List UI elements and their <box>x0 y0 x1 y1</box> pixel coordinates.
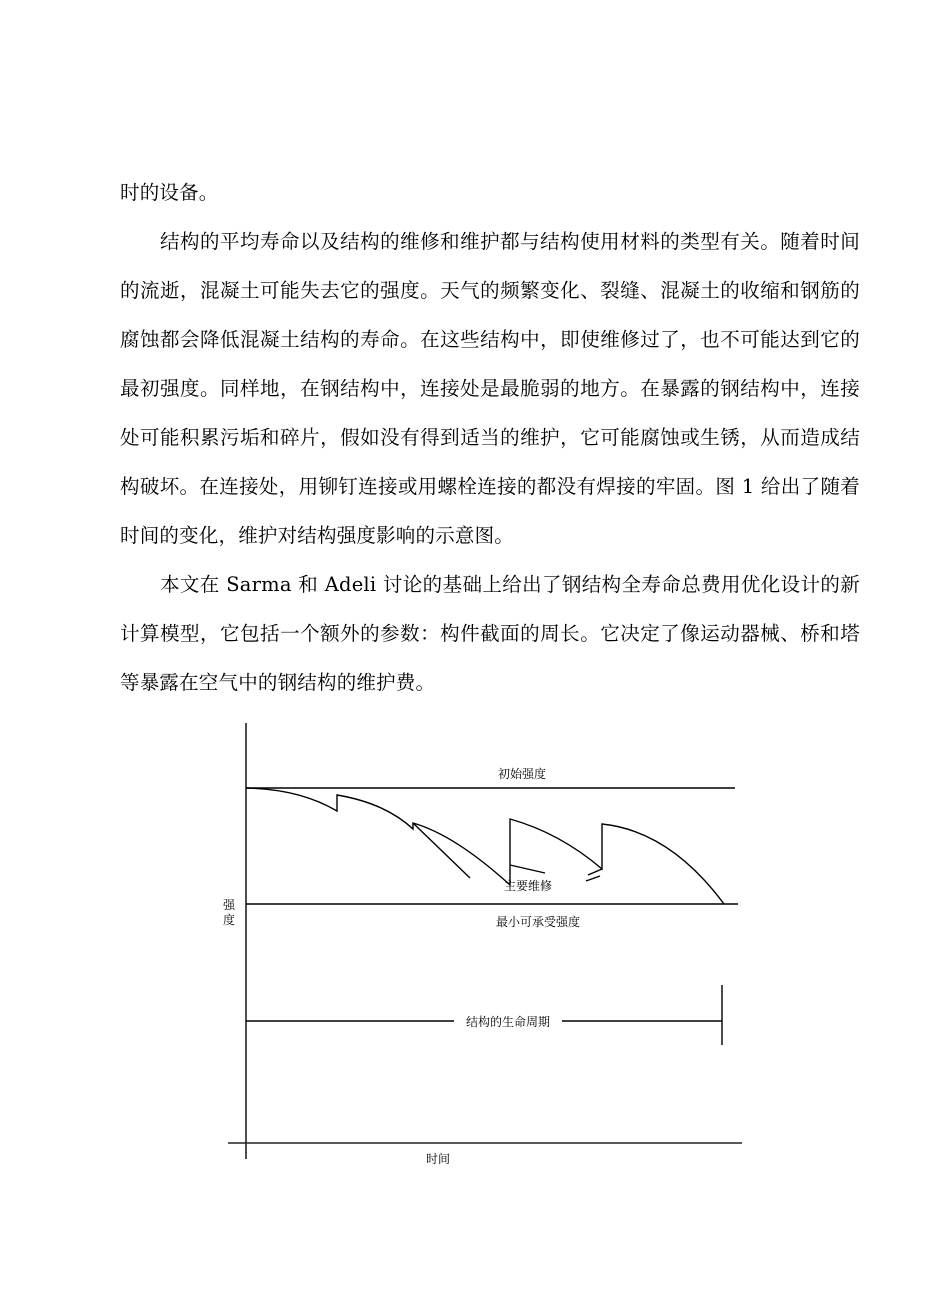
paragraph-structure-life: 结构的平均寿命以及结构的维修和维护都与结构使用材料的类型有关。随着时间的流逝，混凝土可能失去它的强度。天气的频繁变化、裂缝、混凝土的收缩和钢筋的腐蚀都会降低混凝土结构的寿命。在这些结构中，即使维修过了，也不可能达到它的最初强度。同样地，在钢结构中，连接处是最脆弱的地方。在暴露的钢结构中，连接处可能积累污垢和碎片，假如没有得到适当的维护，它可能腐蚀或生锈，从而造成结构破坏。在连接处，用铆钉连接或用螺栓连接的都没有焊接的牢固。图 1 给出了随着时间的变化，维护对结构强度影响的示意图。 <box>120 230 860 547</box>
paragraph-continuation: 时的设备。 <box>120 181 219 204</box>
strength-curve <box>246 788 724 904</box>
body-text <box>120 168 860 707</box>
label-y-axis-char-1: 强 <box>222 898 236 912</box>
label-x-axis: 时间 <box>425 1152 451 1166</box>
label-min-strength: 最小可承受强度 <box>495 915 581 929</box>
label-y-axis-char-2: 度 <box>222 913 236 927</box>
label-initial-strength: 初始强度 <box>497 767 547 781</box>
no-repair-line-3 <box>588 869 602 875</box>
figure-1-strength-diagram <box>200 715 760 1175</box>
no-repair-line-1 <box>413 823 470 878</box>
label-life-cycle: 结构的生命周期 <box>465 1015 551 1029</box>
label-major-repair: 主要维修 <box>503 879 553 893</box>
paragraph-model: 本文在 Sarma 和 Adeli 讨论的基础上给出了钢结构全寿命总费用优化设计的新计算模型，它包括一个额外的参数：构件截面的周长。它决定了像运动器械、桥和塔等暴露在空气中的钢结构的维护费。 <box>120 573 860 694</box>
no-repair-line-4 <box>586 876 600 881</box>
no-repair-line-2 <box>510 865 545 873</box>
figure-svg <box>200 715 760 1175</box>
